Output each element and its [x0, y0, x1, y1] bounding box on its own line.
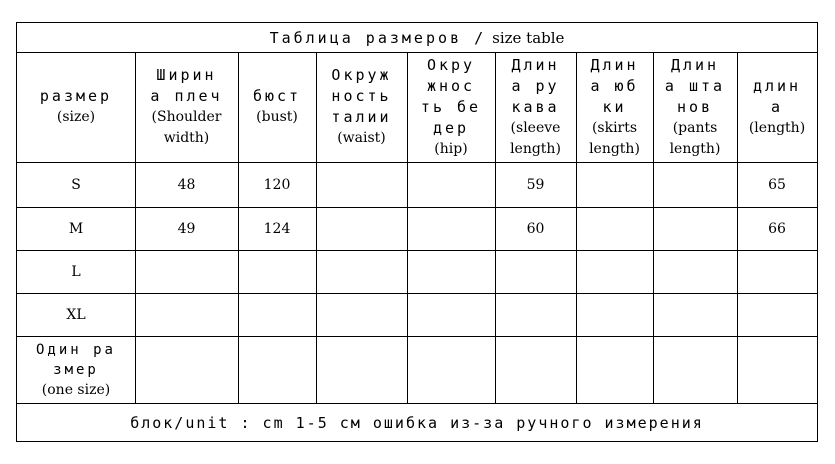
- header-ru-line: Длин: [670, 55, 720, 74]
- table-cell: [135, 250, 238, 293]
- header-en-line: (sleeve: [510, 119, 561, 136]
- header-ru-line: длин: [752, 76, 802, 95]
- header-en-line: (pants: [672, 119, 718, 136]
- table-cell: [653, 293, 737, 336]
- table-cell: [495, 250, 576, 293]
- table-cell: [653, 250, 737, 293]
- table-cell: [576, 293, 653, 336]
- header-en-line: (bust): [256, 109, 298, 125]
- header-ru-line: размер: [39, 87, 113, 105]
- header-en-line: length): [589, 140, 640, 157]
- header-en-line: (skirts: [591, 119, 638, 136]
- header-ru-line: а шта: [664, 76, 726, 95]
- size-label: [17, 336, 135, 403]
- header-ru-line: Длин: [590, 55, 639, 74]
- header-cell: [238, 52, 316, 162]
- size-label: [17, 250, 135, 293]
- size-label: [17, 293, 135, 336]
- header-ru-line: дер: [432, 118, 470, 137]
- table-cell: [576, 207, 653, 250]
- size-table: [16, 22, 818, 442]
- header-en-line: length): [510, 140, 561, 157]
- header-ru-line: а плеч: [150, 87, 223, 105]
- size-label-line: Один ра: [35, 341, 116, 358]
- table-cell: [576, 250, 653, 293]
- header-en-line: (hip): [434, 140, 468, 157]
- header-ru-line: Окруж: [331, 66, 392, 84]
- header-ru-line: нов: [676, 97, 714, 116]
- size-label: [17, 207, 135, 250]
- title-en: size table: [492, 28, 565, 47]
- header-ru-line: а ру: [511, 76, 560, 95]
- table-title: [17, 23, 817, 52]
- table-cell: [737, 293, 817, 336]
- header-ru-line: Окру: [426, 55, 476, 74]
- table-cell: [238, 336, 316, 403]
- table-cell: 49: [177, 220, 196, 237]
- header-cell: [576, 52, 653, 162]
- table-cell: [495, 293, 576, 336]
- header-en-line: width): [163, 130, 210, 146]
- header-cell: [135, 52, 238, 162]
- table-cell: [316, 162, 407, 207]
- header-ru-line: Ширин: [156, 66, 217, 84]
- table-cell: [407, 250, 495, 293]
- size-label-line: S: [71, 176, 81, 193]
- table-cell: 66: [768, 220, 786, 237]
- header-ru-line: а: [770, 97, 784, 116]
- header-ru-line: жнос: [426, 76, 476, 95]
- table-cell: [653, 336, 737, 403]
- header-ru-line: талии: [331, 108, 392, 126]
- header-ru-line: кава: [511, 97, 560, 116]
- header-cell: [653, 52, 737, 162]
- table-cell: [407, 162, 495, 207]
- table-cell: [576, 336, 653, 403]
- table-cell: [407, 336, 495, 403]
- header-en-line: (waist): [337, 130, 386, 146]
- table-cell: 59: [526, 176, 545, 193]
- header-en-line: length): [669, 140, 721, 157]
- table-cell: 124: [263, 220, 291, 237]
- grid-hline: [17, 403, 817, 404]
- table-cell: [653, 207, 737, 250]
- header-cell: [495, 52, 576, 162]
- header-ru-line: ность: [331, 87, 392, 105]
- size-label-line: змер: [53, 361, 99, 378]
- table-cell: 65: [768, 176, 786, 193]
- table-cell: [238, 250, 316, 293]
- title-ru: Таблица размеров /: [269, 28, 487, 47]
- header-en-line: (size): [56, 109, 96, 125]
- table-cell: [737, 250, 817, 293]
- table-cell: [737, 336, 817, 403]
- header-cell: [407, 52, 495, 162]
- header-ru-line: ки: [602, 97, 627, 116]
- table-cell: [316, 293, 407, 336]
- size-label-line: M: [68, 220, 84, 237]
- table-cell: [407, 207, 495, 250]
- table-cell: [135, 293, 238, 336]
- table-cell: 60: [526, 220, 545, 237]
- table-cell: [316, 250, 407, 293]
- table-cell: [316, 336, 407, 403]
- size-label-line: (one size): [41, 381, 111, 398]
- table-cell: 120: [263, 176, 291, 193]
- size-label: [17, 162, 135, 207]
- table-cell: 48: [177, 176, 196, 193]
- table-cell: [135, 336, 238, 403]
- footer-note: блок/unit : cm 1-5 см ошибка из-за ручного измерения: [130, 414, 704, 432]
- table-cell: [576, 162, 653, 207]
- table-cell: [495, 336, 576, 403]
- table-cell: [653, 162, 737, 207]
- header-ru-line: бюст: [252, 87, 302, 105]
- size-label-line: XL: [66, 306, 86, 323]
- table-cell: [407, 293, 495, 336]
- header-en-line: (length): [748, 119, 806, 136]
- header-ru-line: а юб: [590, 76, 639, 95]
- table-cell: [238, 293, 316, 336]
- header-ru-line: Длин: [511, 55, 560, 74]
- size-label-line: L: [71, 263, 81, 280]
- header-cell: [316, 52, 407, 162]
- header-en-line: (Shoulder: [151, 109, 222, 125]
- header-cell: [737, 52, 817, 162]
- header-cell: [17, 52, 135, 162]
- header-ru-line: ть бе: [420, 97, 482, 116]
- table-cell: [316, 207, 407, 250]
